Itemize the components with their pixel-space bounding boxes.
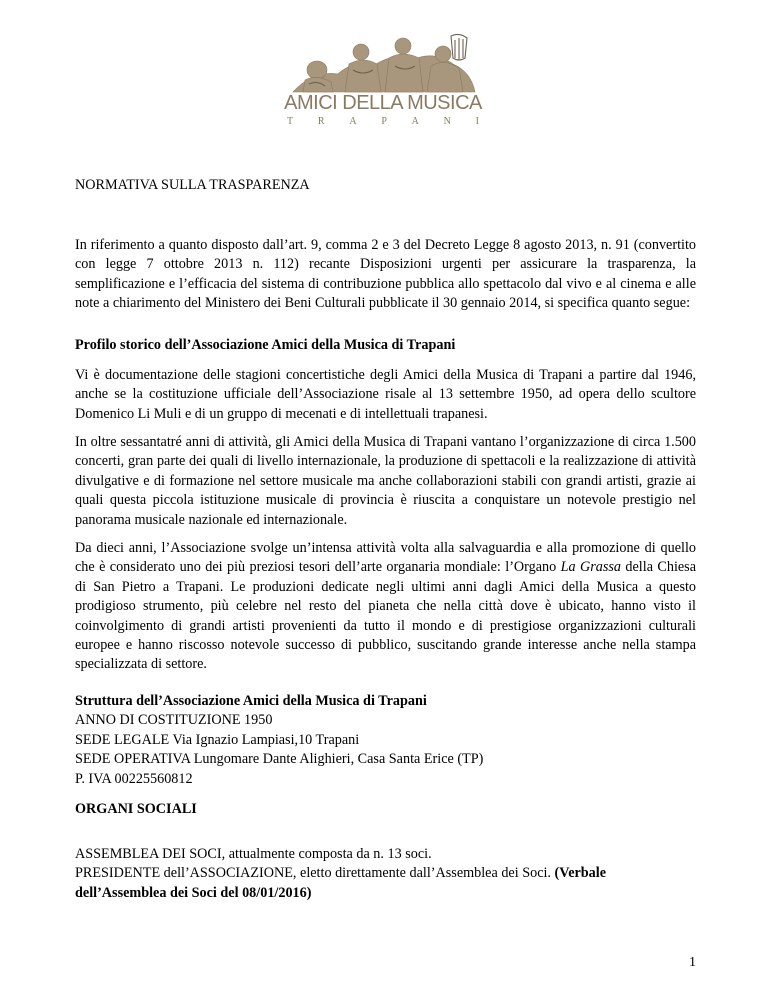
legal-seat: SEDE LEGALE Via Ignazio Lampiasi,10 Trapani	[75, 731, 360, 748]
president-minutes-ref: (Verbale	[554, 865, 607, 882]
structure-section	[75, 692, 696, 789]
activities-paragraph: In oltre sessantatré anni di attività, gli Amici della Musica di Trapani vantano l’organizzazione di circa 1.500 concerti, gran parte dei quali di livello internazionale, la produzione di spettacoli e la realizzazione di attività divulgative e di formazione nel settore musicale ma anche collaborazioni stabili con grandi artisti, grazie ai quali questa piccola istituzione musicale di provincia è riuscita a conquistare un notevole prestigio nel panorama musicale nazionale ed internazionale.	[75, 434, 696, 528]
organ-paragraph-text-start: Da dieci anni, l’Associazione svolge un’intensa attività volta alla salvaguardia e alla promozione di quello che è considerato uno dei più preziosi tesori dell’arte organaria mondiale: l’Organo	[75, 540, 696, 576]
logo-subtitle-letter: I	[475, 116, 479, 127]
operational-seat: SEDE OPERATIVA Lungomare Dante Alighieri, Casa Santa Erice (TP)	[75, 751, 484, 768]
organs-section	[75, 845, 696, 903]
logo-subtitle-letter: T	[287, 116, 294, 127]
logo-subtitle-letter: R	[317, 116, 325, 127]
intro-paragraph: In riferimento a quanto disposto dall’art. 9, comma 2 e 3 del Decreto Legge 8 agosto 2013, n. 91 (convertito con legge 7 ottobre 2013 n. 112) recante Disposizioni urgenti per assicurare la trasparenza, la semplificazione e l’efficacia del sistema di contribuzione pubblica allo spettacolo dal vivo e al cinema e alle note a chiarimento del Ministero dei Beni Culturali pubblicate il 30 gennaio 2014, si specifica quanto segue:	[75, 237, 696, 312]
organ-name-italic: La Grassa	[560, 559, 622, 576]
president-text: PRESIDENTE dell’ASSOCIAZIONE, eletto direttamente dall’Assemblea dei Soci.	[75, 865, 555, 882]
page-number: 1	[689, 955, 696, 970]
organs-heading: ORGANI SOCIALI	[75, 801, 197, 817]
logo-subtitle-letter: A	[411, 116, 419, 127]
organ-paragraph	[75, 539, 696, 675]
founding-year: ANNO DI COSTITUZIONE 1950	[75, 712, 273, 729]
amici-della-musica-logo	[283, 30, 483, 126]
assembly-line: ASSEMBLEA DEI SOCI, attualmente composta da n. 13 soci.	[75, 846, 432, 862]
profile-heading: Profilo storico dell’Associazione Amici della Musica di Trapani	[75, 337, 456, 353]
logo-subtitle-letter: P	[381, 116, 387, 127]
logo-subtitle	[287, 116, 479, 127]
logo-subtitle-letter: A	[349, 116, 357, 127]
organ-paragraph-text-end: della Chiesa di San Pietro a Trapani. Le produzioni dedicate negli ultimi anni dagli Amici della Musica a questo prodigioso strumento, più celebre nel resto del pianeta che nella città dove è ubicato, hanno visto il coinvolgimento di grandi artisti provenienti da tutto il mondo e di prestigiose organizzazioni culturali europee e hanno riscosso notevole successo di pubblico, suscitando grande interesse anche nella stampa specializzata di settore.	[75, 559, 697, 673]
sculpture-relief-icon	[283, 30, 483, 100]
vat-number: P. IVA 00225560812	[75, 770, 193, 787]
president-line	[75, 864, 696, 883]
structure-heading: Struttura dell’Associazione Amici della Musica di Trapani	[75, 693, 427, 709]
history-paragraph: Vi è documentazione delle stagioni concertistiche degli Amici della Musica di Trapani a partire dal 1946, anche se la costituzione ufficiale dell’Associazione risale al 13 settembre 1950, ad opera dello scultore Domenico Li Muli e di un gruppo di mecenati e di intellettuali trapanesi.	[75, 367, 696, 422]
logo-subtitle-letter: N	[443, 116, 451, 127]
document-heading: NORMATIVA SULLA TRASPARENZA	[75, 177, 310, 193]
president-minutes-ref-cont: dell’Assemblea dei Soci del 08/01/2016)	[75, 884, 312, 901]
logo-title: AMICI DELLA MUSICA	[284, 92, 482, 114]
